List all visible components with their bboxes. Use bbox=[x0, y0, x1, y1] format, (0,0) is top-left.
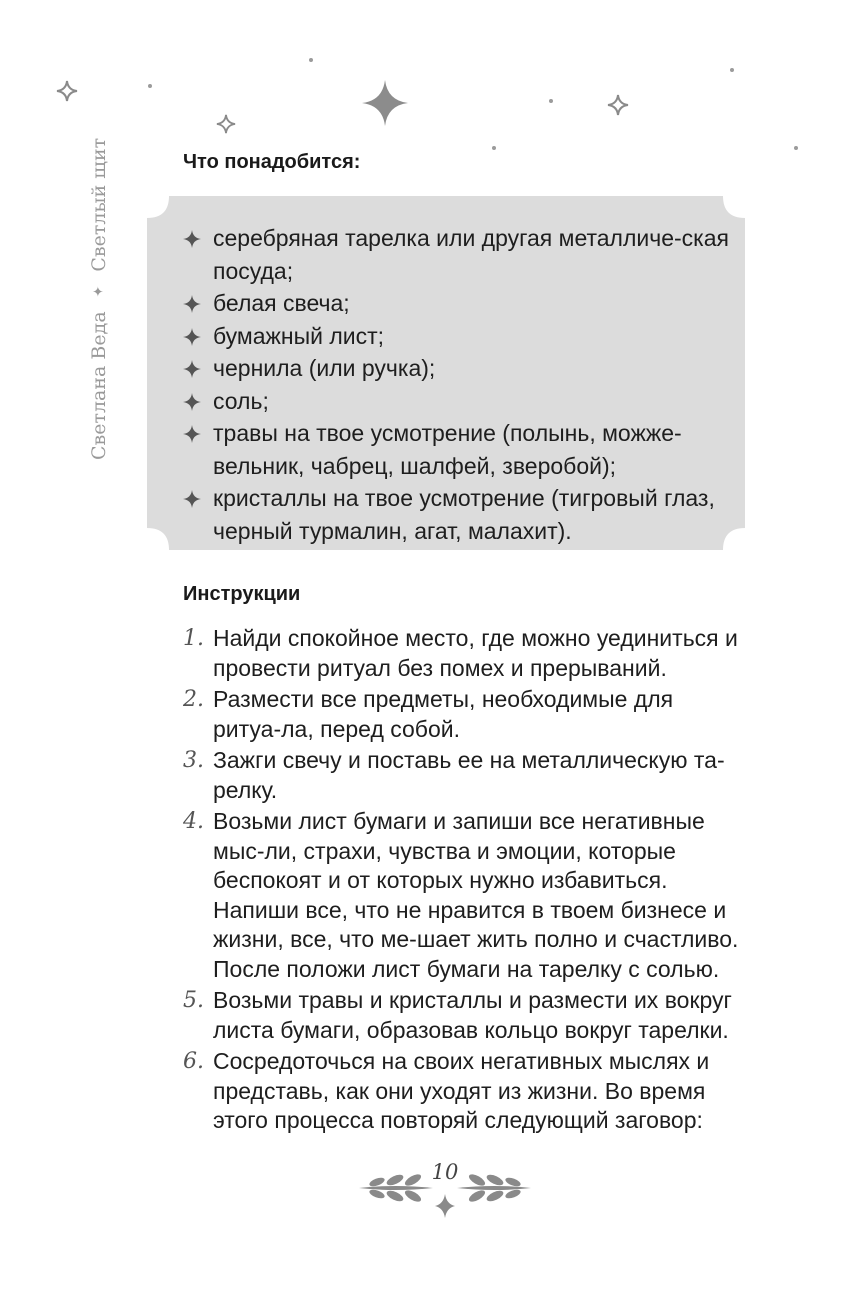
list-item-text: соль; bbox=[213, 387, 269, 414]
bullet-star-icon bbox=[183, 393, 201, 411]
step-item bbox=[183, 807, 745, 984]
running-title-separator: ✦ bbox=[91, 285, 107, 298]
list-item-text: белая свеча; bbox=[213, 290, 350, 316]
list-item-text: бумажный лист; bbox=[213, 322, 385, 349]
step-text: Размести все предметы, необходимые для ритуа-ла, перед собой. bbox=[213, 686, 674, 742]
step-text: Найди спокойное место, где можно уединиться и провести ритуал без помех и прерываний. bbox=[213, 625, 738, 681]
page-footer bbox=[355, 1158, 535, 1220]
sparkle-star-icon bbox=[56, 80, 78, 102]
star-dot bbox=[309, 58, 313, 62]
step-item bbox=[183, 1047, 745, 1136]
list-item bbox=[175, 320, 735, 353]
step-text: Сосредоточься на своих негативных мыслях и представь, как они уходят из жизни. Во время этого процесса повторяй следующий заговор: bbox=[213, 1048, 710, 1133]
list-item-text: кристаллы на твое усмотрение (тигровый глаз, черный турмалин, агат, малахит). bbox=[213, 485, 715, 544]
step-text: Возьми лист бумаги и запиши все негативные мыс-ли, страхи, чувства и эмоции, которые беспокоят и от которых нужно избавиться. Напиши все, что не нравится в твоем бизнесе и жизни, все, что ме-шает жить полно и счастливо. После положи лист бумаги на тарелку с солью. bbox=[213, 808, 739, 982]
star-dot bbox=[730, 68, 734, 72]
instructions-list bbox=[183, 624, 745, 1138]
needs-heading: Что понадобится: bbox=[183, 151, 361, 173]
bullet-star-icon bbox=[183, 425, 201, 443]
step-item bbox=[183, 986, 745, 1045]
bullet-star-icon bbox=[183, 328, 201, 346]
step-item bbox=[183, 624, 745, 683]
bullet-star-icon bbox=[183, 490, 201, 508]
bullet-star-icon bbox=[183, 230, 201, 248]
list-item bbox=[175, 287, 735, 320]
bullet-star-icon bbox=[183, 360, 201, 378]
list-item bbox=[175, 385, 735, 418]
step-number: 2. bbox=[183, 687, 204, 712]
step-text: Зажги свечу и поставь ее на металлическую та-релку. bbox=[213, 747, 725, 803]
list-item bbox=[175, 417, 735, 482]
needs-box bbox=[147, 196, 745, 550]
step-item bbox=[183, 746, 745, 805]
list-item-text: травы на твое усмотрение (полынь, можже-вельник, чабрец, шалфей, зверобой); bbox=[213, 420, 682, 479]
step-number: 3. bbox=[183, 748, 204, 773]
star-dot bbox=[549, 99, 553, 103]
step-number: 4. bbox=[183, 809, 204, 834]
list-item-text: серебряная тарелка или другая металличе-ская посуда; bbox=[213, 225, 729, 284]
list-item bbox=[175, 352, 735, 385]
step-number: 5. bbox=[183, 988, 204, 1013]
running-title-author: Светлана Веда bbox=[88, 311, 110, 460]
page-number: 10 bbox=[431, 1160, 459, 1184]
sparkle-star-icon bbox=[607, 94, 629, 116]
star-dot bbox=[148, 84, 152, 88]
list-item-text: чернила (или ручка); bbox=[213, 355, 436, 381]
bullet-star-icon bbox=[183, 295, 201, 313]
step-number: 1. bbox=[183, 626, 204, 651]
list-item bbox=[175, 222, 735, 287]
step-item bbox=[183, 685, 745, 744]
large-star-icon bbox=[362, 80, 408, 126]
instructions-heading: Инструкции bbox=[183, 583, 301, 605]
list-item bbox=[175, 482, 735, 547]
running-title bbox=[88, 100, 110, 460]
star-dot bbox=[794, 146, 798, 150]
star-dot bbox=[492, 146, 496, 150]
step-text: Возьми травы и кристаллы и размести их вокруг листа бумаги, образовав кольцо вокруг тарелки. bbox=[213, 987, 732, 1043]
needs-list bbox=[147, 222, 735, 547]
running-title-book: Светлый щит bbox=[88, 137, 110, 272]
sparkle-star-icon bbox=[216, 114, 236, 134]
step-number: 6. bbox=[183, 1049, 204, 1074]
